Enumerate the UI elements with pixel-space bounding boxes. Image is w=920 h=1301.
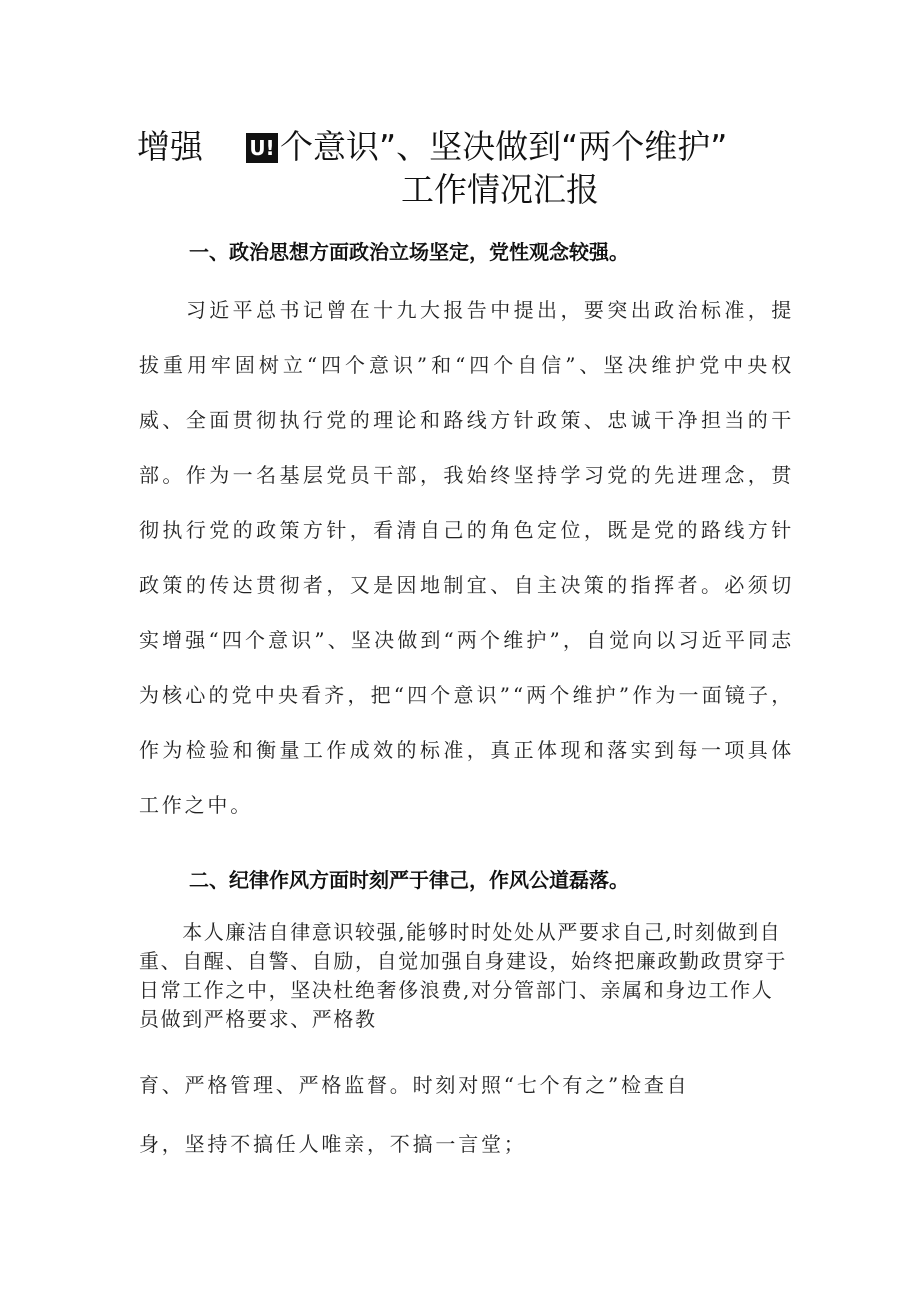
section-1-heading: 一、政治思想方面政治立场坚定，党性观念较强。 xyxy=(189,240,629,264)
title-left-text: 增强 xyxy=(137,127,203,166)
section-2-line-2: 育、严格管理、严格监督。时刻对照“七个有之”检查自 xyxy=(139,1073,690,1097)
section-2-heading: 二、纪律作风方面时刻严于律己，作风公道磊落。 xyxy=(189,868,629,892)
title-right-text: 个意识”、坚决做到“两个维护” xyxy=(280,127,728,166)
title-redaction-mark: U! xyxy=(246,133,278,163)
document-title-line-2: 工作情况汇报 xyxy=(401,170,599,209)
section-2-body: 本人廉洁自律意识较强,能够时时处处从严要求自己,时刻做到自重、自醒、自警、自励，自觉加强自身建设，始终把廉政勤政贯穿于日常工作之中，坚决杜绝奢侈浪费,对分管部门、亲属和身边工作人员做到严格要求、严格教 xyxy=(139,920,787,1031)
section-2-line-3: 身，坚持不搞任人唯亲，不搞一言堂； xyxy=(139,1132,527,1156)
section-1-body: 习近平总书记曾在十九大报告中提出，要突出政治标准，提拔重用牢固树立“四个意识”和“四个自信”、坚决维护党中央权威、全面贯彻执行党的理论和路线方针政策、忠诚干净担当的干部。作为一名基层党员干部，我始终坚持学习党的先进理念，贯彻执行党的政策方针，看清自己的角色定位，既是党的路线方针政策的传达贯彻者，又是因地制宜、自主决策的指挥者。必须切实增强“四个意识”、坚决做到“两个维护”，自觉向以习近平同志为核心的党中央看齐，把“四个意识”“两个维护”作为一面镜子，作为检验和衡量工作成效的标准，真正体现和落实到每一项具体工作之中。 xyxy=(139,298,794,817)
